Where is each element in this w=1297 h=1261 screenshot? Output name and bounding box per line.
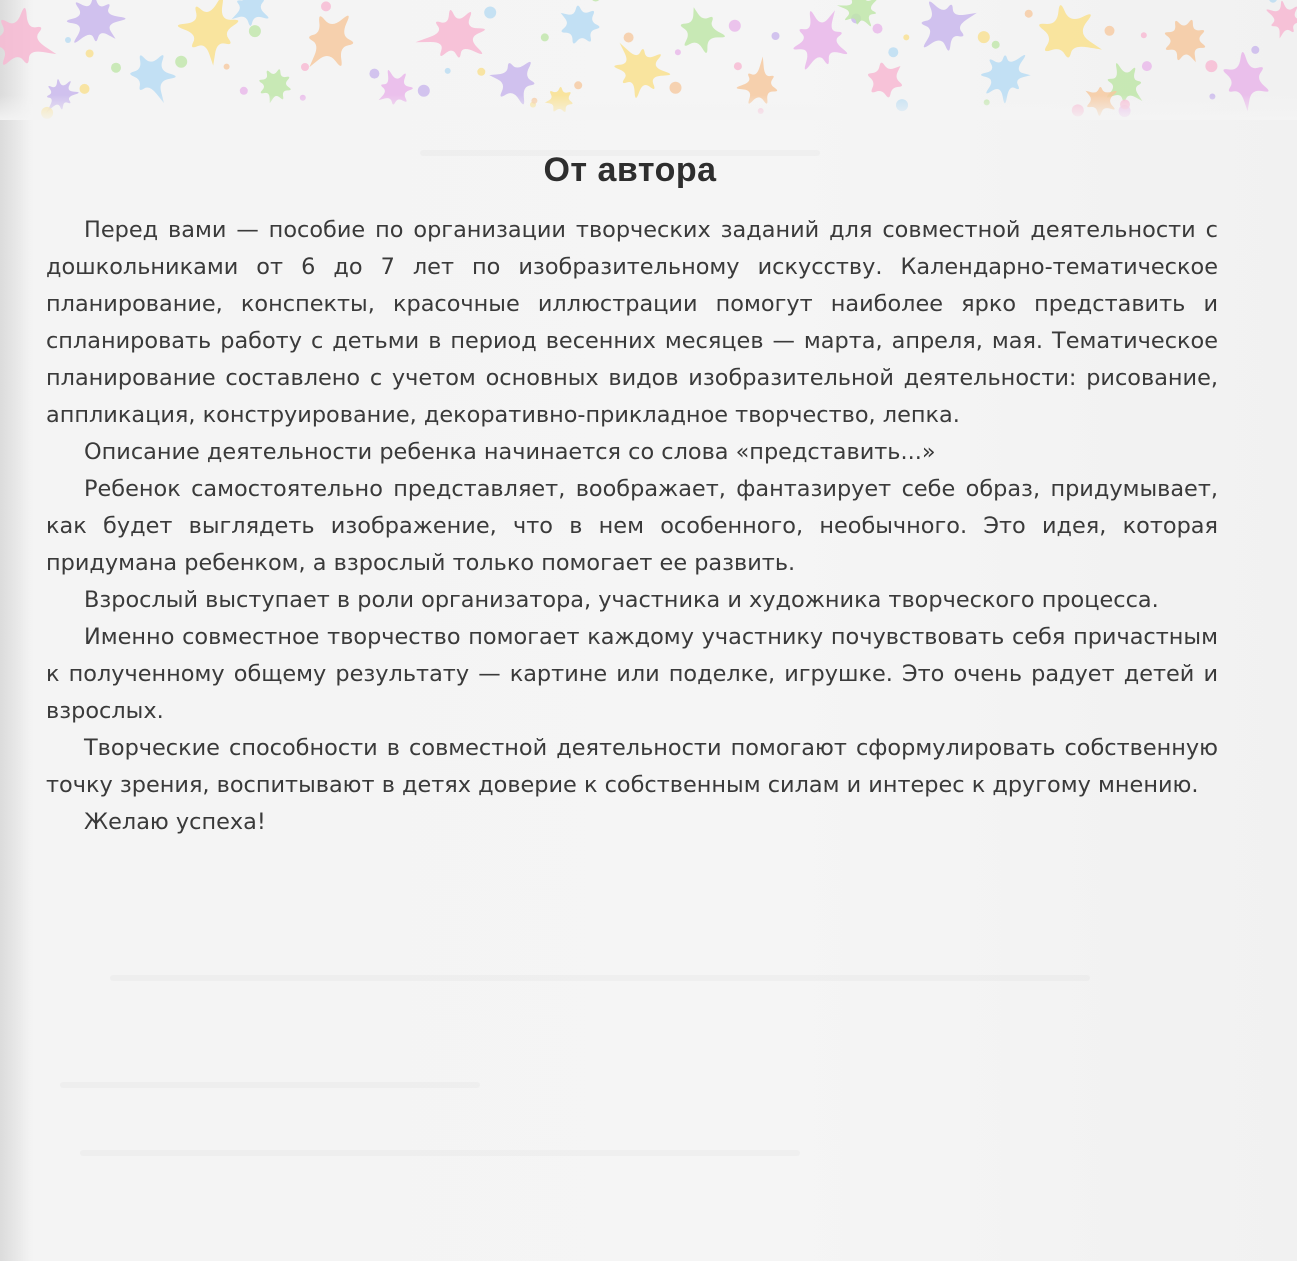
paragraph: Взрослый выступает в роли организатора, участника и художника творческого процесса. (84, 587, 1159, 613)
paint-splat (793, 10, 847, 69)
bleed-through-line (110, 975, 1090, 981)
paint-droplet (111, 63, 121, 73)
paint-droplet (1025, 10, 1033, 18)
paint-droplet (369, 69, 379, 79)
paint-splat (178, 0, 239, 66)
paint-droplet (86, 50, 94, 58)
paint-droplet (1105, 26, 1115, 36)
paragraph: Желаю успеха! (84, 809, 266, 835)
paint-droplet (670, 82, 682, 94)
paint-droplet (903, 34, 909, 40)
body-text (46, 212, 1218, 841)
paint-splat (922, 1, 977, 50)
paint-splat (1165, 20, 1205, 62)
bleed-through-line (60, 1082, 480, 1088)
paint-splat (416, 10, 485, 57)
paint-droplet (224, 64, 230, 70)
paint-droplet (65, 37, 71, 43)
paint-droplet (175, 56, 187, 68)
paint-splat-border (0, 0, 1297, 120)
paint-splat (1039, 5, 1102, 57)
paint-droplet (1142, 61, 1152, 71)
paint-droplet (484, 7, 496, 19)
paint-droplet (240, 87, 248, 95)
splat-fade (0, 95, 1297, 120)
paint-droplet (80, 84, 90, 94)
paint-droplet (873, 24, 883, 34)
paint-droplet (445, 68, 451, 74)
paint-droplet (1251, 46, 1259, 54)
paint-droplet (249, 25, 261, 37)
paragraph: Творческие способности в совместной деятельности помогают сформулировать собственную точку зрения, воспитывают в детях доверие к собственным силам и интерес к другому мнению. (46, 735, 1218, 798)
paint-droplet (992, 41, 1000, 49)
paint-splat (309, 16, 353, 67)
paint-splat (67, 0, 126, 43)
paint-droplet (675, 49, 681, 55)
paint-splat (614, 43, 670, 98)
paint-droplet (301, 63, 309, 71)
paint-droplet (591, 0, 601, 2)
paint-droplet (321, 1, 331, 11)
paragraph: Описание деятельности ребенка начинается со слова «представить...» (84, 439, 936, 465)
paragraph: Именно совместное творчество помогает каждому участнику почувствовать себя причастным к полученному общему результату — картине или поделке, игрушке. Это очень радует детей и взрослых. (46, 624, 1218, 724)
page-title: От автора (543, 150, 717, 189)
paragraph: Перед вами — пособие по организации творческих заданий для совместной деятельности с дошкольниками от 6 до 7 лет по изобразительному искусству. Календарно-тематическое планирование, конспекты, красочные иллюстрации помогут наиболее ярко представить и спланировать работу с детьми в период весенних месяцев — марта, апреля, мая. Тематическое планирование составлено с учетом основных видов изобразительной деятельности: рисование, аппликация, конструирование, декоративно-прикладное творчество, лепка. (46, 217, 1218, 428)
paint-droplet (729, 20, 741, 32)
paint-droplet (477, 68, 485, 76)
paint-droplet (574, 81, 582, 89)
paint-droplet (772, 32, 780, 40)
paint-splat (561, 6, 600, 44)
paint-droplet (734, 62, 742, 70)
paragraph: Ребенок самостоятельно представляет, воображает, фантазирует себе образ, придумывает, как будет выглядеть изображение, что в нем особенного, необычного. Это идея, которая придумана ребенком, а взрослый только помогает ее развить. (46, 476, 1218, 576)
paint-droplet (1205, 60, 1217, 72)
paint-splat (868, 63, 902, 98)
paint-splat (1266, 1, 1297, 39)
paint-droplet (541, 33, 549, 41)
paint-droplet (1269, 0, 1277, 3)
paint-droplet (888, 47, 898, 57)
paint-droplet (978, 31, 990, 43)
paint-splat (681, 7, 725, 53)
bleed-through-line (80, 1150, 800, 1156)
paint-droplet (624, 33, 634, 43)
paint-droplet (1141, 32, 1147, 38)
paint-splat (0, 8, 57, 65)
paint-splat (837, 0, 878, 26)
